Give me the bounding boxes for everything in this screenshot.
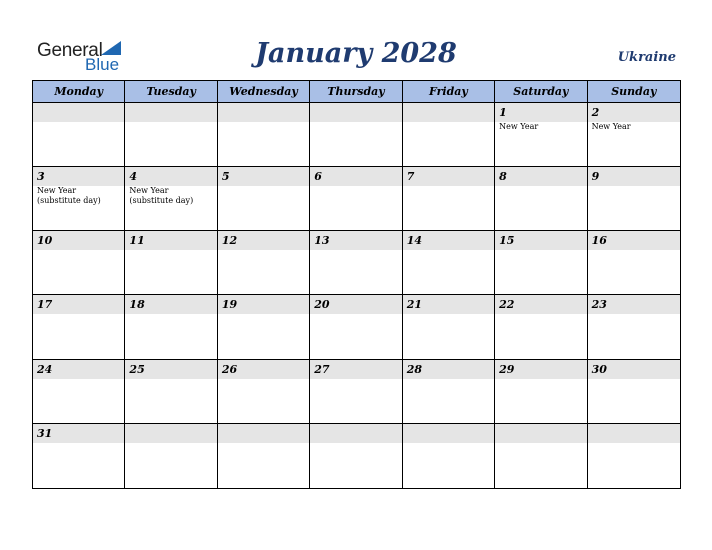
- day-cell: [495, 360, 587, 424]
- weekday-header-sunday: Sunday: [588, 81, 680, 103]
- day-cell: [33, 295, 125, 359]
- day-cell: [403, 231, 495, 295]
- day-number-band: [218, 424, 309, 443]
- day-number: 19: [221, 298, 238, 312]
- day-cell: [403, 295, 495, 359]
- day-number-band: [588, 103, 680, 122]
- day-number: 9: [591, 170, 600, 184]
- day-number: 30: [591, 362, 607, 376]
- day-number: 12: [221, 234, 238, 248]
- holiday-label: New Year (substitute day): [129, 186, 194, 206]
- day-cell: [33, 424, 125, 488]
- day-number-band: [310, 424, 401, 443]
- weekday-header-friday: Friday: [403, 81, 495, 103]
- weekday-header-saturday: Saturday: [495, 81, 587, 103]
- day-cell: [495, 231, 587, 295]
- day-number: 27: [314, 362, 330, 376]
- day-number-band: [588, 424, 680, 443]
- day-cell: [125, 424, 217, 488]
- day-cell: [218, 295, 310, 359]
- day-cell: [33, 103, 125, 167]
- day-number: 18: [129, 298, 145, 312]
- day-number: 16: [591, 234, 607, 248]
- day-cell: [33, 167, 125, 231]
- day-cell: [588, 103, 680, 167]
- day-number: 11: [129, 234, 145, 248]
- day-number: 17: [37, 298, 53, 312]
- weekday-header-thursday: Thursday: [310, 81, 402, 103]
- day-cell: [403, 167, 495, 231]
- day-number: 29: [499, 362, 515, 376]
- day-number: 21: [406, 298, 423, 312]
- calendar-grid: [32, 80, 681, 489]
- day-number-band: [125, 103, 216, 122]
- day-number: 24: [37, 362, 53, 376]
- day-cell: [125, 103, 217, 167]
- day-cell: [310, 424, 402, 488]
- day-number-band: [403, 424, 494, 443]
- day-number: 20: [314, 298, 330, 312]
- day-cell: [495, 424, 587, 488]
- day-cell: [588, 424, 680, 488]
- day-number: 15: [499, 234, 515, 248]
- day-number-band: [403, 103, 494, 122]
- day-cell: [125, 167, 217, 231]
- day-number: 1: [499, 106, 507, 119]
- day-cell: [588, 360, 680, 424]
- day-number-band: [495, 103, 586, 122]
- day-number: 25: [129, 362, 145, 376]
- day-number-band: [495, 167, 586, 186]
- day-cell: [218, 231, 310, 295]
- day-number-band: [33, 167, 124, 186]
- day-number-band: [125, 167, 216, 186]
- day-cell: [310, 103, 402, 167]
- country-label: Ukraine: [617, 50, 676, 65]
- day-cell: [495, 103, 587, 167]
- day-cell: [495, 167, 587, 231]
- day-number: 23: [591, 298, 607, 312]
- day-cell: [310, 360, 402, 424]
- day-number-band: [495, 424, 586, 443]
- day-number-band: [403, 167, 494, 186]
- day-number: 10: [37, 234, 53, 248]
- day-number-band: [588, 167, 680, 186]
- day-number: 6: [314, 170, 322, 184]
- day-cell: [218, 360, 310, 424]
- logo-blue-text: Blue: [85, 55, 120, 74]
- holiday-label: New Year (substitute day): [37, 186, 101, 206]
- day-cell: [310, 295, 402, 359]
- day-cell: [125, 231, 217, 295]
- day-number: 31: [37, 426, 53, 440]
- day-number: 8: [499, 170, 507, 184]
- day-number-band: [125, 424, 216, 443]
- weekday-header-monday: Monday: [33, 81, 125, 103]
- day-number: 26: [221, 362, 238, 376]
- day-number-band: [33, 103, 124, 122]
- day-number: 4: [129, 170, 138, 184]
- day-number: 7: [406, 170, 415, 184]
- day-cell: [310, 231, 402, 295]
- day-cell: [588, 167, 680, 231]
- day-cell: [33, 360, 125, 424]
- day-number: 13: [314, 234, 330, 248]
- weekday-header-wednesday: Wednesday: [218, 81, 310, 103]
- day-cell: [495, 295, 587, 359]
- day-cell: [125, 360, 217, 424]
- day-number: 2: [591, 106, 600, 119]
- day-number: 5: [221, 170, 230, 184]
- day-number: 22: [499, 298, 515, 312]
- holiday-label: New Year: [591, 122, 631, 131]
- day-number: 3: [37, 170, 45, 184]
- day-cell: [218, 424, 310, 488]
- day-cell: [218, 167, 310, 231]
- day-number: 14: [406, 234, 423, 248]
- day-cell: [403, 360, 495, 424]
- day-cell: [403, 424, 495, 488]
- page-title: January 2028: [255, 38, 457, 69]
- day-number-band: [310, 167, 401, 186]
- day-cell: [310, 167, 402, 231]
- holiday-label: New Year: [499, 122, 539, 131]
- day-cell: [588, 295, 680, 359]
- day-number: 28: [406, 362, 423, 376]
- weekday-header-tuesday: Tuesday: [125, 81, 217, 103]
- day-cell: [403, 103, 495, 167]
- day-number-band: [218, 167, 309, 186]
- day-cell: [125, 295, 217, 359]
- day-number-band: [310, 103, 401, 122]
- day-number-band: [218, 103, 309, 122]
- day-cell: [33, 231, 125, 295]
- day-cell: [218, 103, 310, 167]
- logo-general-text: General: [37, 40, 103, 61]
- day-cell: [588, 231, 680, 295]
